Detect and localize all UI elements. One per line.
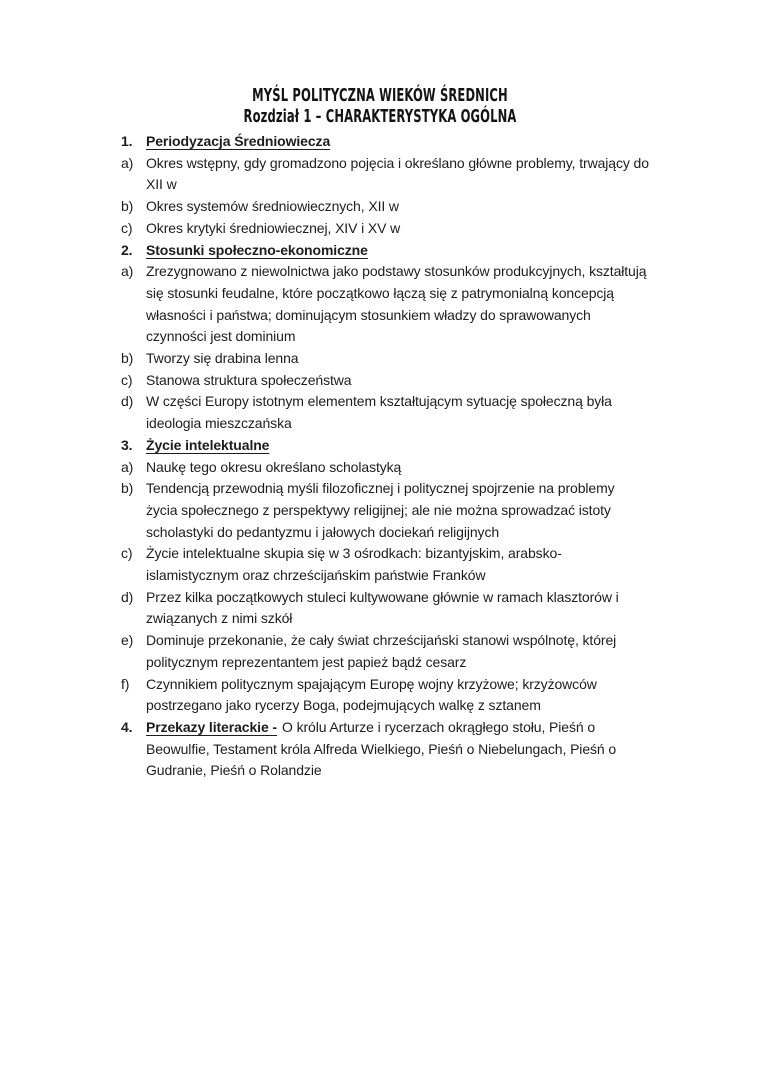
list-marker: 3.	[121, 436, 133, 453]
list-item-2	[121, 240, 649, 262]
list-item-2b	[121, 348, 649, 370]
list-item-text: Tendencją przewodnią myśli filozoficznej i politycznej spojrzenie na problemy życia społecznego z perspektywy religijnej; ale nie można sprowadzać istoty scholastyki do pedantyzmu i jałowych dociekań religijnych	[146, 480, 615, 540]
list-item-text: Życie intelektualne skupia się w 3 ośrodkach: bizantyjskim, arabsko-islamistycznym oraz chrześcijańskim państwie Franków	[146, 545, 562, 584]
section-heading: Periodyzacja Średniowiecza	[146, 133, 331, 149]
list-item-text: Okres wstępny, gdy gromadzono pojęcia i określano główne problemy, trwający do XII w	[146, 154, 649, 193]
list-marker: e)	[121, 632, 134, 649]
title-line-1: MYŚL POLITYCZNA WIEKÓW ŚREDNICH	[252, 86, 508, 106]
list-item-text: Dominuje przekonanie, że cały świat chrześcijański stanowi wspólnotę, której politycznym reprezentantem jest papież bądź cesarz	[146, 632, 617, 670]
list-marker: 4.	[121, 718, 133, 735]
list-marker: f)	[121, 675, 130, 692]
outline-list	[121, 131, 649, 782]
list-marker: 1.	[121, 133, 133, 149]
section-heading: Życie intelektualne	[146, 436, 270, 453]
list-item-text: Czynnikiem politycznym spajającym Europę wojny krzyżowe; krzyżowców postrzegano jako rycerzy Boga, podejmujących walkę z sztanem	[146, 675, 597, 714]
list-marker: d)	[121, 393, 134, 410]
list-item-text: Zrezygnowano z niewolnictwa jako podstawy stosunków produkcyjnych, kształtują się stosunki feudalne, które początkowo łączą się z patrymonialną koncepcją własności i państwa; dominującym stosunkiem władzy do sprawowanych czynności jest dominium	[146, 263, 647, 345]
title-line-2: Rozdział 1 – CHARAKTERYSTYKA OGÓLNA	[243, 107, 517, 127]
list-item-2c	[121, 370, 649, 392]
list-marker: c)	[121, 371, 133, 388]
list-marker: 2.	[121, 241, 133, 258]
list-item-3f	[121, 674, 649, 717]
document-title	[0, 86, 760, 128]
list-item-text: Okres systemów średniowiecznych, XII w	[146, 198, 399, 215]
list-item-text: Stanowa struktura społeczeństwa	[146, 371, 352, 388]
list-item-1b	[121, 196, 649, 218]
list-marker: a)	[121, 154, 134, 171]
list-item-text: Okres krytyki średniowiecznej, XIV i XV w	[146, 219, 401, 236]
list-item-3	[121, 435, 649, 457]
list-item-3c	[121, 543, 649, 586]
list-item-3a	[121, 457, 649, 479]
list-item-4	[121, 717, 649, 782]
list-marker: b)	[121, 480, 134, 497]
list-item-text: Naukę tego okresu określano scholastyką	[146, 458, 402, 475]
list-marker: b)	[121, 198, 134, 215]
list-item-3e	[121, 630, 649, 673]
list-marker: b)	[121, 350, 134, 367]
list-item-text: W części Europy istotnym elementem kształtującym sytuację społeczną była ideologia mieszczańska	[146, 393, 612, 432]
list-marker: c)	[121, 545, 133, 562]
list-item-1c	[121, 218, 649, 240]
list-item-3d	[121, 587, 649, 630]
list-item-text: Tworzy się drabina lenna	[146, 350, 299, 367]
section-heading: Stosunki społeczno-ekonomiczne	[146, 241, 368, 258]
list-item-1	[121, 131, 649, 153]
list-item-1a	[121, 153, 649, 196]
list-marker: a)	[121, 263, 134, 280]
list-marker: d)	[121, 588, 134, 605]
list-item-text: Przez kilka początkowych stuleci kultywowane głównie w ramach klasztorów i związanych z nimi szkół	[146, 588, 619, 627]
list-item-text	[146, 717, 649, 782]
list-item-2a	[121, 261, 649, 348]
list-item-3b	[121, 478, 649, 543]
list-item-2d	[121, 391, 649, 434]
list-item-text-rest: O królu Arturze i rycerzach okrągłego stołu, Pieśń o Beowulfie, Testament króla Alfreda Wielkiego, Pieśń o Niebelungach, Pieśń o Gudranie, Pieśń o Rolandzie	[146, 718, 617, 779]
list-marker: c)	[121, 219, 133, 236]
list-marker: a)	[121, 458, 134, 475]
section-heading: Przekazy literackie -	[146, 718, 277, 735]
